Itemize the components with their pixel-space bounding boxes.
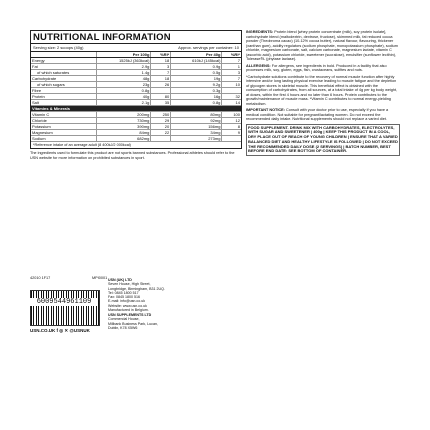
nutrient-cell: 610kJ (145kcal)	[171, 58, 222, 64]
nutrient-cell: 0.8g	[96, 88, 151, 94]
nutrient-cell: Carbohydrate	[31, 76, 96, 82]
address-line: Seven House, High Street,	[108, 282, 151, 287]
supplement-warning: FOOD SUPPLEMENT. DRINK MIX WITH CARBOHYDRATES, ELECTROLYTES, WITH SUGAR AND SWEETENER | 400g | KEEP THIS PRODUCT IN A COOL, DRY PLACE OUT OF REACH OF YOUNG CHILDREN | ENSURE THAT A VARIED BALANCED DIET AND HEALTHY LIFESTYLE IS FOLLOWED | DO NOT EXCEED THE RECOMMENDED DAILY DOSE (2 SERVINGS) | BATCH NUMBER, BEST BEFORE END DATE: SEE BOTTOM OF CONTAINER.	[246, 124, 400, 157]
ingredients-label: INGREDIENTS:	[246, 30, 274, 34]
barcode-image	[30, 290, 100, 326]
address-line: Website: www.usn.co.uk	[108, 303, 147, 308]
nutrient-cell: 2.9g	[96, 64, 151, 70]
address-line: Manufactured in Belgium.	[108, 308, 149, 313]
nutrition-title: NUTRITIONAL INFORMATION	[33, 32, 171, 43]
ingredients-paragraph	[246, 30, 400, 62]
address-line: Longbridge, Birmingham, B31 2UQ.	[108, 286, 165, 291]
nutrient-cell: Chloride	[31, 118, 96, 124]
nutrient-cell	[151, 136, 171, 142]
important-label: IMPORTANT NOTICE:	[246, 108, 285, 112]
claims-text: *Carbohydrate solutions contribute to the recovery of normal muscle function after highly intensive and/or long lasting physical exercise leading to muscle fatigue and the depletion of glycogen stores in skeletal muscle. This beneficial effect is obtained with the consumption of carbohydrates, from all sources, at a total intake of 4g per kg body weight, at doses, within the first 4 hours and no later than 6 hours. Protein contributes to the growth/maintenance of muscle mass. *Vitamin C contributes to normal energy-yielding metabolism.	[246, 74, 398, 106]
ingredients-text: Protein blend [whey protein concentrate (milk), soy protein isolate], carbohydrate blend (maltodextrin, dextrose, fructose), skimmed milk, fat reduced cocoa powder (Theobroma cacao) (10-12% cocoa butter), natural flavour, flavouring, thickener (xanthan gum), acidity regulators (sodium phosphate, monopotassium phosphate), sodium chloride, magnesium carbonate, salt, calcium carbonate, magnesium lactate, vitamin C (ascorbic acid), potassium chloride, sweetener (sucralose), emulsifier (sunflower lecithin), Tolerase®L (phytase lactase).	[246, 30, 398, 61]
nutrient-cell: 23g	[96, 82, 151, 88]
address-line: Millbank Business Park, Lucan,	[108, 321, 158, 326]
nutrient-cell: 10	[222, 82, 241, 88]
nutrient-cell: 19g	[171, 76, 222, 82]
nutrient-cell: 273mg	[171, 136, 222, 142]
label-panel	[30, 30, 400, 342]
allergens-paragraph	[246, 64, 400, 73]
nutrient-cell: 48g	[96, 76, 151, 82]
nutrient-cell: 32	[222, 94, 241, 100]
nutrient-cell: of which sugars	[31, 82, 96, 88]
serving-info	[31, 43, 241, 52]
important-text: Consult with your doctor prior to use, especially if you have a medical condition. Not suitable for pregnant/lactating women. Do not exceed the recommended daily intake. Nutritional supplements should not replace a varied diet.	[246, 108, 389, 121]
right-column	[246, 30, 400, 156]
nutrient-cell: 40g	[96, 94, 151, 100]
nutrient-cell: 0.9g	[171, 64, 222, 70]
nutrient-cell: 80mg	[171, 112, 222, 118]
nutrient-cell: 1525kJ (363kcal)	[96, 58, 151, 64]
address-line: Tel: 0845 1800 517	[108, 290, 139, 295]
nutrient-row	[31, 136, 241, 142]
social-handles: USN.CO.UK f ◎ ✕ @USNUK	[30, 328, 90, 333]
nutrient-cell: 14	[222, 100, 241, 106]
nutrient-cell: 7	[222, 58, 241, 64]
nutrient-cell: Salt	[31, 100, 96, 106]
nutrient-cell: 100	[222, 112, 241, 118]
nutrient-cell: 156mg	[171, 124, 222, 130]
allergens-text: For allergens, see ingredients in bold. Produced in a facility that also processes milk, soy, gluten, eggs, fish, crustaceans, sulfites and nuts.	[246, 63, 387, 72]
address-line: Fax: 0845 1800 516	[108, 295, 140, 300]
important-paragraph	[246, 108, 400, 122]
nutrient-cell: 9.2g	[171, 82, 222, 88]
address-line: E-mail: info@usn.co.uk	[108, 299, 146, 304]
column-header: %RI*	[151, 52, 171, 58]
nutrient-cell: 9	[222, 130, 241, 136]
nutrient-cell: 7	[222, 76, 241, 82]
nutrient-cell: 200mg	[96, 112, 151, 118]
nutrient-cell: 0.8g	[171, 100, 222, 106]
column-header: %RI*	[222, 52, 241, 58]
serving-size: Serving size: 2 scoops (40g)	[33, 45, 84, 50]
nutrient-cell: 26	[151, 82, 171, 88]
address-usn-uk	[108, 278, 165, 312]
nutrient-cell: 92mg	[171, 118, 222, 124]
allergens-label: ALLERGENS:	[246, 63, 271, 68]
nutrition-table	[30, 30, 242, 149]
servings-per-container: Approx. servings per container: 10	[178, 45, 239, 50]
nutrient-cell: 7	[151, 70, 171, 76]
nutrient-cell: Potassium	[31, 124, 96, 130]
nutrient-cell: 35	[151, 100, 171, 106]
nutrient-cell: 390mg	[96, 124, 151, 130]
nutrient-cell: 682mg	[96, 136, 151, 142]
nutrient-cell: 1.4g	[96, 70, 151, 76]
nutrient-cell: 12	[222, 118, 241, 124]
disclaimer-text: The ingredients used to formulate this product are not sports banned substances. Professional athletes should refer to the USN website for more information on prohibited substances in sport.	[30, 151, 235, 160]
nutrient-cell: 250	[151, 112, 171, 118]
address-usn-supplements	[108, 313, 158, 330]
nutrient-cell: 0.5g	[171, 70, 222, 76]
nutrient-cell: 16g	[171, 94, 222, 100]
nutrient-cell: 84mg	[96, 130, 151, 136]
nutrient-cell: Fibre	[31, 88, 96, 94]
nutrient-cell: 29	[151, 118, 171, 124]
vitamins-header-label: Vitamins & Minerals	[31, 106, 241, 112]
column-header: Per 100g	[96, 52, 151, 58]
nutrient-cell: 3	[222, 70, 241, 76]
nutrient-cell: Vitamin C	[31, 112, 96, 118]
batch-code-right: MPI0001	[92, 276, 108, 280]
left-column	[30, 30, 242, 160]
nutrient-cell: Energy	[31, 58, 96, 64]
nutrient-cell: Sodium	[31, 136, 96, 142]
column-header: Per 40g	[171, 52, 222, 58]
nutrient-cell: 20	[151, 124, 171, 130]
nutrient-cell: 2.1g	[96, 100, 151, 106]
nutrient-cell: 3	[151, 64, 171, 70]
address-line: USN SUPPLEMENTS LTD	[108, 313, 152, 317]
nutrient-cell: 730mg	[96, 118, 151, 124]
nutrient-cell: of which saturates	[31, 70, 96, 76]
packaging-info	[30, 276, 242, 336]
nutrient-cell: 18	[151, 58, 171, 64]
address-line: Dublin, K78 X5W6	[108, 325, 138, 330]
nutrient-cell: 22	[151, 130, 171, 136]
address-line: Commercial House,	[108, 317, 140, 322]
nutrient-cell: Protein	[31, 94, 96, 100]
reference-intake-note: *Reference intake of an average adult (8 400kJ/2 000kcal)	[33, 143, 131, 147]
nutrient-cell: Magnesium	[31, 130, 96, 136]
nutrient-cell: 1	[222, 64, 241, 70]
address-line: USN (UK) LTD	[108, 278, 132, 282]
nutrient-cell: 80	[151, 94, 171, 100]
nutrient-cell: 8	[222, 124, 241, 130]
nutrient-cell: Fat	[31, 64, 96, 70]
nutrient-cell	[222, 136, 241, 142]
nutrient-cell: 34mg	[171, 130, 222, 136]
nutrient-cell: 18	[151, 76, 171, 82]
barcode-number: 6009544961109	[30, 298, 98, 306]
nutrition-values-table	[31, 52, 241, 142]
batch-code-left: 42010 1F17	[30, 276, 51, 280]
nutrient-cell: 0.3g	[171, 88, 222, 94]
